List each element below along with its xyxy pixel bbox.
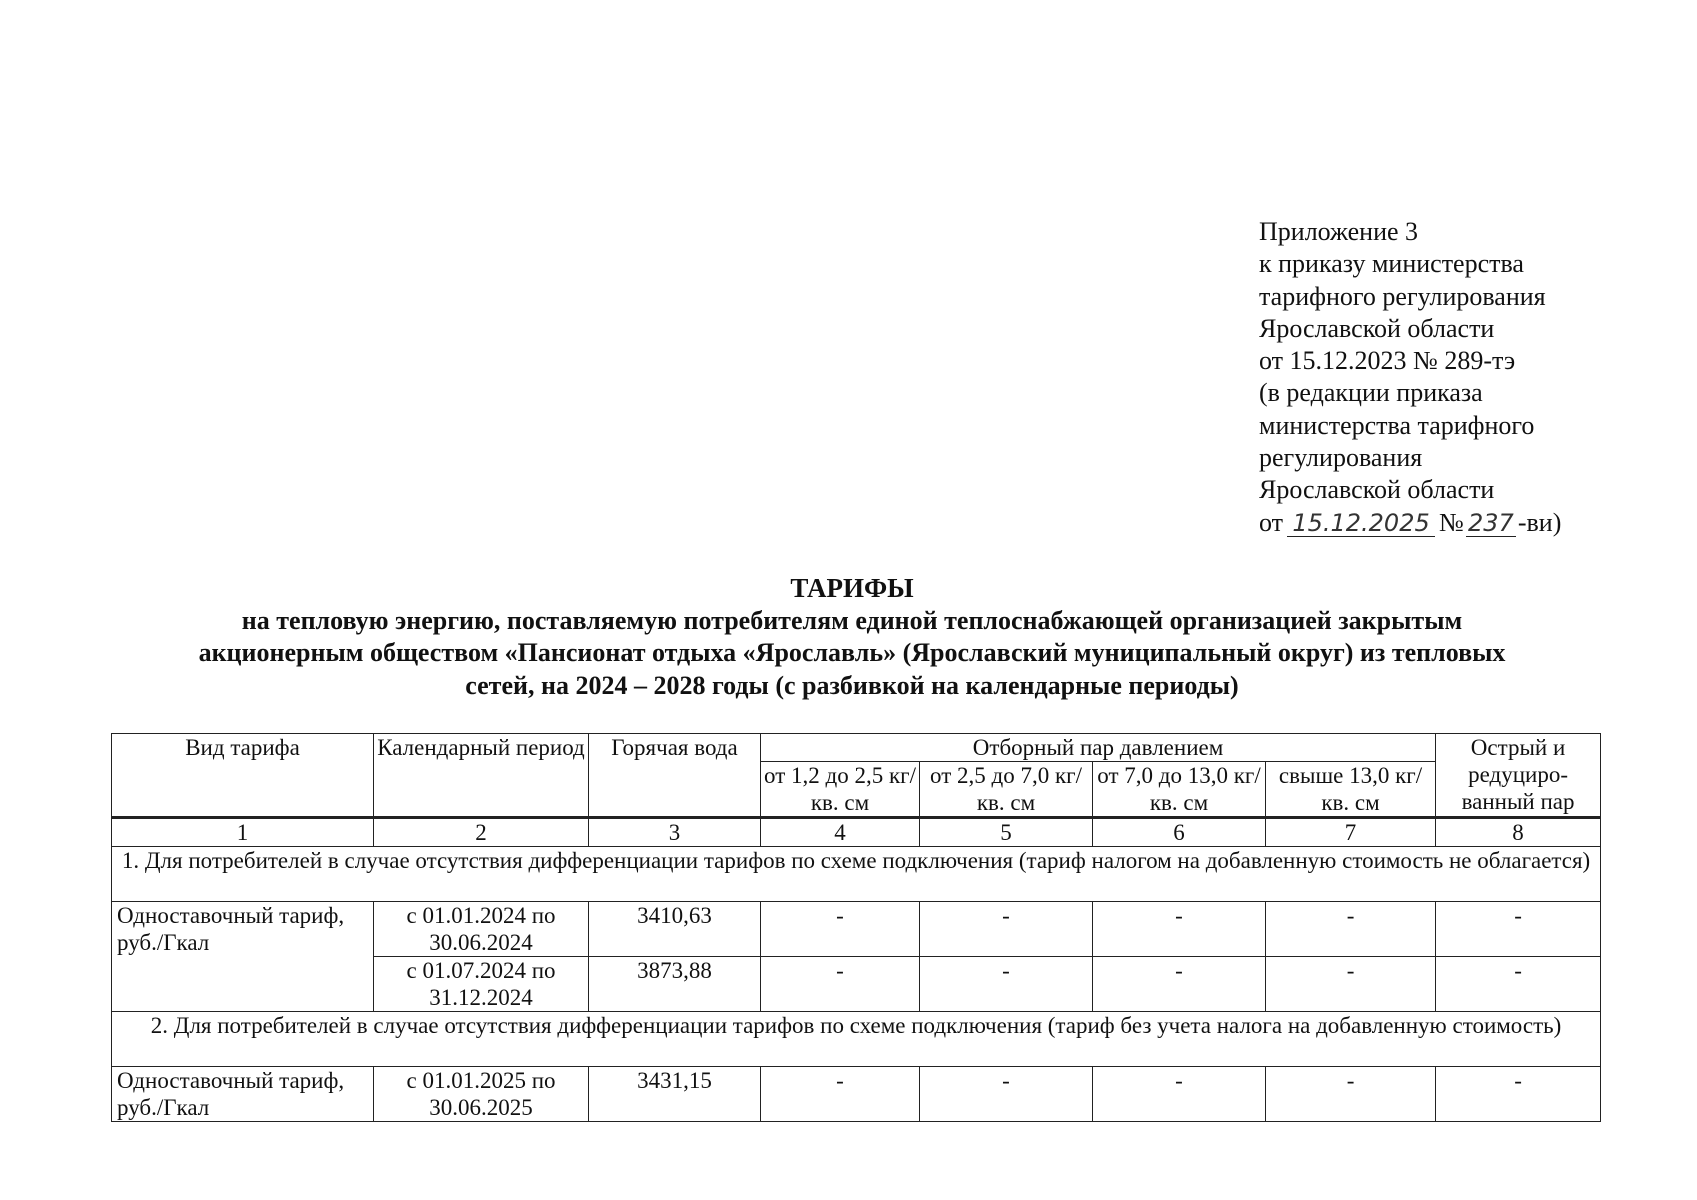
table-header-row	[112, 734, 1601, 762]
appendix-line: министерства тарифного	[1259, 410, 1535, 440]
header-steam-2: от 2,5 до 7,0 кг/ кв. см	[920, 762, 1093, 818]
section-heading: 1. Для потребителей в случае отсутствия дифференциации тарифов по схеме подключения (тариф налогом на добавленную стоимость не облагается)	[112, 847, 1601, 902]
section-heading-row	[112, 847, 1601, 902]
header-sharp-steam: Острый и редуциро-ванный пар	[1436, 734, 1601, 818]
header-steam-4: свыше 13,0 кг/ кв. см	[1266, 762, 1436, 818]
tariff-table	[111, 733, 1601, 1122]
appendix-amendment-line	[1259, 507, 1561, 539]
steam-2-cell: -	[920, 902, 1093, 957]
period-cell: с 01.01.2025 по 30.06.2025	[374, 1067, 589, 1122]
steam-2-cell: -	[920, 957, 1093, 1012]
steam-4-cell: -	[1266, 1067, 1436, 1122]
sharp-steam-cell: -	[1436, 902, 1601, 957]
title-line: на тепловую энергию, поставляемую потребителям единой теплоснабжающей организацией закрытым	[241, 605, 1463, 635]
title-line: сетей, на 2024 – 2028 годы (с разбивкой на календарные периоды)	[465, 671, 1239, 701]
appendix-line: к приказу министерства	[1259, 249, 1524, 279]
appendix-from-prefix: от	[1259, 507, 1284, 537]
column-number: 5	[920, 818, 1093, 847]
column-number: 3	[589, 818, 761, 847]
header-tariff-type: Вид тарифа	[112, 734, 374, 818]
column-number-row	[112, 818, 1601, 847]
tariff-type-cell: Одноставочный тариф, руб./Гкал	[112, 1067, 374, 1122]
header-steam-3: от 7,0 до 13,0 кг/ кв. см	[1093, 762, 1266, 818]
steam-3-cell: -	[1093, 957, 1266, 1012]
header-period: Календарный период	[374, 734, 589, 818]
hot-water-cell: 3873,88	[589, 957, 761, 1012]
appendix-line: Ярославской области	[1259, 475, 1495, 505]
hot-water-cell: 3431,15	[589, 1067, 761, 1122]
appendix-line: регулирования	[1259, 443, 1423, 473]
column-number: 4	[761, 818, 920, 847]
period-cell: с 01.01.2024 по 30.06.2024	[374, 902, 589, 957]
title-main: ТАРИФЫ	[790, 573, 914, 603]
appendix-suffix: -ви)	[1517, 507, 1562, 537]
number-sign: №	[1439, 507, 1464, 537]
steam-4-cell: -	[1266, 902, 1436, 957]
header-steam-1: от 1,2 до 2,5 кг/ кв. см	[761, 762, 920, 818]
column-number: 6	[1093, 818, 1266, 847]
column-number: 2	[374, 818, 589, 847]
title-line: акционерным обществом «Пансионат отдыха «Ярославль» (Ярославский муниципальный округ) из тепловых	[198, 638, 1506, 668]
steam-3-cell: -	[1093, 1067, 1266, 1122]
document-title	[110, 572, 1594, 703]
handwritten-number: 237	[1466, 510, 1516, 537]
steam-4-cell: -	[1266, 957, 1436, 1012]
tariff-type-cell: Одноставочный тариф, руб./Гкал	[112, 902, 374, 1012]
appendix-block	[1259, 216, 1561, 539]
header-hot-water: Горячая вода	[589, 734, 761, 818]
column-number: 8	[1436, 818, 1601, 847]
header-steam-group: Отборный пар давлением	[761, 734, 1436, 762]
table-row	[112, 1067, 1601, 1122]
column-number: 1	[112, 818, 374, 847]
appendix-line: Ярославской области	[1259, 313, 1495, 343]
steam-1-cell: -	[761, 902, 920, 957]
handwritten-date: 15.12.2025	[1287, 510, 1435, 537]
steam-3-cell: -	[1093, 902, 1266, 957]
column-number: 7	[1266, 818, 1436, 847]
appendix-line: Приложение 3	[1259, 217, 1419, 246]
period-cell: с 01.07.2024 по 31.12.2024	[374, 957, 589, 1012]
table-row	[112, 902, 1601, 957]
sharp-steam-cell: -	[1436, 1067, 1601, 1122]
sharp-steam-cell: -	[1436, 957, 1601, 1012]
steam-2-cell: -	[920, 1067, 1093, 1122]
steam-1-cell: -	[761, 1067, 920, 1122]
appendix-line: от 15.12.2023 № 289-тэ	[1259, 346, 1516, 376]
hot-water-cell: 3410,63	[589, 902, 761, 957]
appendix-line: (в редакции приказа	[1259, 378, 1483, 408]
section-heading-row	[112, 1012, 1601, 1067]
appendix-line: тарифного регулирования	[1259, 281, 1546, 311]
section-heading: 2. Для потребителей в случае отсутствия дифференциации тарифов по схеме подключения (тариф без учета налога на добавленную стоимость)	[112, 1012, 1601, 1067]
steam-1-cell: -	[761, 957, 920, 1012]
